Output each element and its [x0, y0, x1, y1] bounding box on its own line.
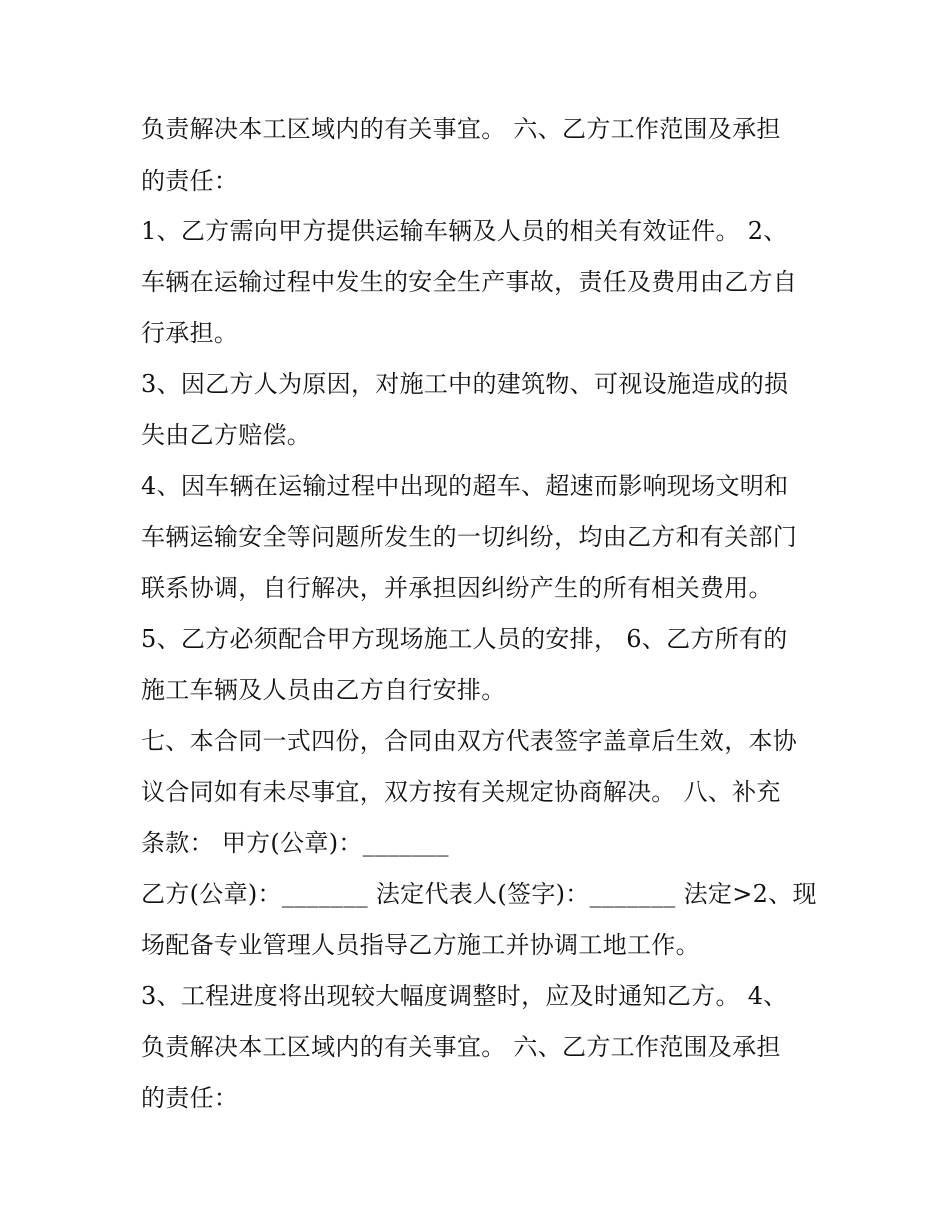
- text-line: 1、乙方需向甲方提供运输车辆及人员的相关有效证件。 2、: [141, 217, 788, 245]
- text-line: 七、本合同一式四份，合同由双方代表签字盖章后生效，本协: [141, 727, 798, 755]
- text-line: 负责解决本工区域内的有关事宜。 六、乙方工作范围及承担: [141, 1033, 781, 1061]
- text-line: 联系协调，自行解决，并承担因纠纷产生的所有相关费用。: [141, 574, 773, 602]
- text-line: 场配备专业管理人员指导乙方施工并协调工地工作。: [141, 931, 700, 959]
- text-line: 的责任：: [141, 167, 239, 195]
- text-line: 乙方(公章)：_______ 法定代表人(签字)：_______ 法定>2、现: [141, 880, 817, 908]
- text-line: 3、工程进度将出现较大幅度调整时，应及时通知乙方。 4、: [141, 982, 788, 1010]
- text-line: 行承担。: [141, 319, 239, 347]
- text-line: 4、因车辆在运输过程中出现的超车、超速而影响现场文明和: [141, 472, 789, 500]
- text-line: 施工车辆及人员由乙方自行安排。: [141, 676, 506, 704]
- text-line: 车辆运输安全等问题所发生的一切纠纷，均由乙方和有关部门: [141, 523, 798, 551]
- text-line: 5、乙方必须配合甲方现场施工人员的安排， 6、乙方所有的: [141, 625, 788, 653]
- text-line: 负责解决本工区域内的有关事宜。 六、乙方工作范围及承担: [141, 115, 781, 143]
- text-line: 条款： 甲方(公章)：_______: [141, 829, 449, 857]
- text-line: 车辆在运输过程中发生的安全生产事故，责任及费用由乙方自: [141, 268, 798, 296]
- text-line: 的责任：: [141, 1084, 239, 1112]
- text-line: 3、因乙方人为原因，对施工中的建筑物、可视设施造成的损: [141, 370, 789, 398]
- text-line: 失由乙方赔偿。: [141, 421, 312, 449]
- text-line: 议合同如有未尽事宜，双方按有关规定协商解决。 八、补充: [141, 778, 781, 806]
